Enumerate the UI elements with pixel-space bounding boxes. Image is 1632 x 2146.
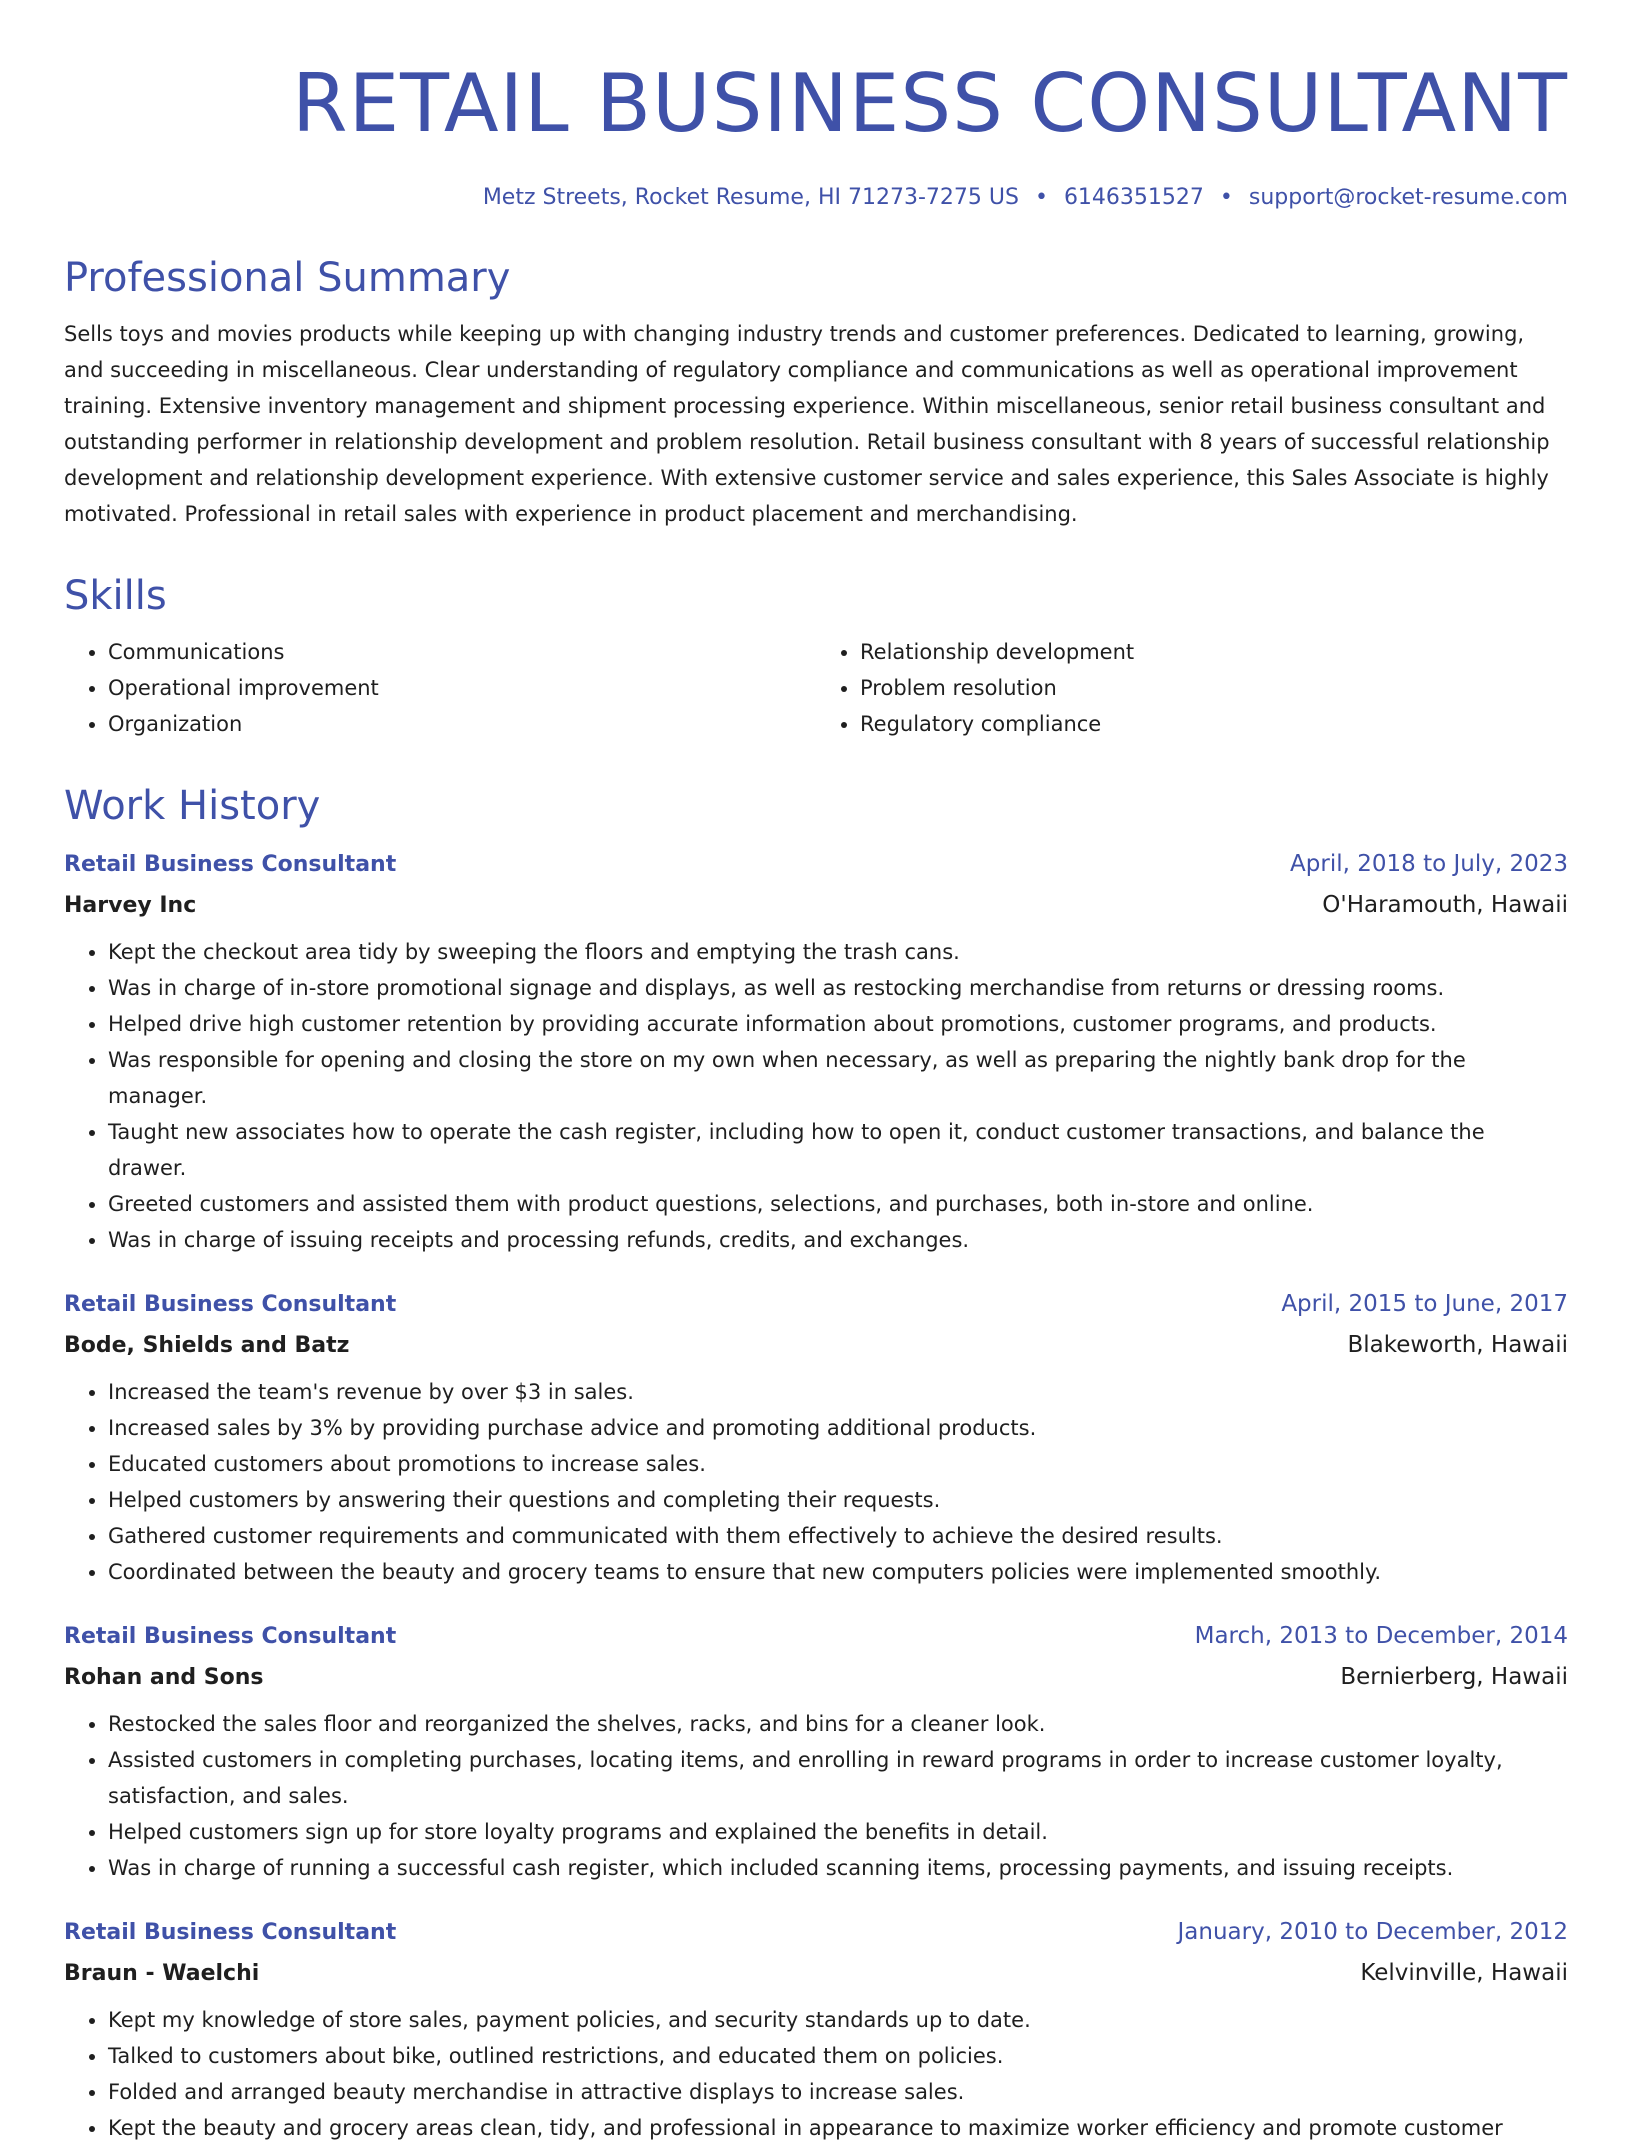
job-entry — [64, 1912, 1568, 2146]
contact-line — [64, 182, 1568, 214]
job-company: Braun - Waelchi — [64, 1961, 260, 1986]
job-bullet: • Greeted customers and assisted them with product questions, selections, and purchases, both in-store and online. — [108, 1186, 1568, 1222]
job-bullet: • Was in charge of issuing receipts and processing refunds, credits, and exchanges. — [108, 1222, 1568, 1258]
skills-column-right — [816, 634, 1568, 742]
job-bullets — [64, 934, 1568, 1258]
summary-text: Sells toys and movies products while keeping up with changing industry trends and customer preferences. Dedicated to learning, growing, and succeeding in miscellaneous. Clear understanding of regulatory compliance and communications as well as operational improvement training. Extensive inventory management and shipment processing experience. Within miscellaneous, senior retail business consultant and outstanding performer in relationship development and problem resolution. Retail business consultant with 8 years of successful relationship development and relationship development experience. With extensive customer service and sales experience, this Sales Associate is highly motivated. Professional in retail sales with experience in product placement and merchandising. — [64, 322, 1550, 526]
job-location: Bernierberg, Hawaii — [1340, 1664, 1568, 1690]
job-title: Retail Business Consultant — [64, 1920, 397, 1945]
job-bullets — [64, 1374, 1568, 1590]
job-location: Blakeworth, Hawaii — [1347, 1332, 1568, 1358]
job-bullet: • Assisted customers in completing purchases, locating items, and enrolling in reward programs in order to increase customer loyalty, satisfaction, and sales. — [108, 1742, 1568, 1814]
job-title: Retail Business Consultant — [64, 1292, 397, 1317]
resume-name: RETAIL BUSINESS CONSULTANT — [292, 57, 1568, 150]
job-dates: January, 2010 to December, 2012 — [1177, 1919, 1568, 1945]
job-bullet: • Helped customers by answering their questions and completing their requests. — [108, 1482, 1568, 1518]
job-bullet: • Educated customers about promotions to increase sales. — [108, 1446, 1568, 1482]
contact-address: Metz Streets, Rocket Resume, HI 71273-7275 US — [482, 185, 1019, 210]
job-company: Bode, Shields and Batz — [64, 1333, 350, 1358]
contact-separator: • — [1034, 185, 1048, 210]
job-company: Harvey Inc — [64, 893, 197, 918]
contact-separator: • — [1219, 185, 1233, 210]
contact-email[interactable]: support@rocket-resume.com — [1248, 185, 1568, 210]
skills-column-left — [64, 634, 816, 742]
job-dates: April, 2018 to July, 2023 — [1290, 851, 1568, 877]
job-bullet: • Talked to customers about bike, outlined restrictions, and educated them on policies. — [108, 2038, 1568, 2074]
job-bullet: • Kept the checkout area tidy by sweeping the floors and emptying the trash cans. — [108, 934, 1568, 970]
job-company: Rohan and Sons — [64, 1665, 264, 1690]
contact-phone: 6146351527 — [1063, 185, 1204, 210]
job-bullet: • Was in charge of running a successful cash register, which included scanning items, processing payments, and issuing receipts. — [108, 1850, 1568, 1886]
job-bullet: • Was in charge of in-store promotional signage and displays, as well as restocking merchandise from returns or dressing rooms. — [108, 970, 1568, 1006]
job-entry — [64, 1284, 1568, 1590]
skill-item: • Communications — [108, 634, 816, 670]
job-bullet: • Increased sales by 3% by providing purchase advice and promoting additional products. — [108, 1410, 1568, 1446]
summary-heading: Professional Summary — [64, 255, 511, 301]
skills-list — [64, 634, 1568, 742]
job-entry — [64, 1616, 1568, 1886]
work-history-heading: Work History — [64, 783, 321, 829]
skill-item: • Regulatory compliance — [860, 706, 1568, 742]
job-bullet: • Kept the beauty and grocery areas clean, tidy, and professional in appearance to maximize worker efficiency and promote customer — [108, 2110, 1568, 2146]
job-bullet: • Coordinated between the beauty and grocery teams to ensure that new computers policies were implemented smoothly. — [108, 1554, 1568, 1590]
job-location: Kelvinville, Hawaii — [1360, 1960, 1568, 1986]
job-bullet: • Gathered customer requirements and communicated with them effectively to achieve the desired results. — [108, 1518, 1568, 1554]
job-bullet: • Restocked the sales floor and reorganized the shelves, racks, and bins for a cleaner look. — [108, 1706, 1568, 1742]
job-bullet: • Helped customers sign up for store loyalty programs and explained the benefits in detail. — [108, 1814, 1568, 1850]
job-entry — [64, 844, 1568, 1258]
job-bullet: • Folded and arranged beauty merchandise in attractive displays to increase sales. — [108, 2074, 1568, 2110]
job-dates: April, 2015 to June, 2017 — [1281, 1291, 1568, 1317]
skill-item: • Problem resolution — [860, 670, 1568, 706]
job-title: Retail Business Consultant — [64, 1624, 397, 1649]
skills-heading: Skills — [64, 573, 167, 619]
skill-item: • Relationship development — [860, 634, 1568, 670]
skill-item: • Operational improvement — [108, 670, 816, 706]
job-bullet: • Taught new associates how to operate the cash register, including how to open it, conduct customer transactions, and balance the drawer. — [108, 1114, 1568, 1186]
skill-item: • Organization — [108, 706, 816, 742]
job-location: O'Haramouth, Hawaii — [1322, 892, 1568, 918]
job-dates: March, 2013 to December, 2014 — [1194, 1623, 1568, 1649]
job-bullet: • Was responsible for opening and closing the store on my own when necessary, as well as preparing the nightly bank drop for the manager. — [108, 1042, 1568, 1114]
job-bullets — [64, 1706, 1568, 1886]
job-bullet: • Increased the team's revenue by over $3 in sales. — [108, 1374, 1568, 1410]
job-bullets — [64, 2002, 1568, 2146]
job-bullet: • Helped drive high customer retention by providing accurate information about promotions, customer programs, and products. — [108, 1006, 1568, 1042]
job-bullet: • Kept my knowledge of store sales, payment policies, and security standards up to date. — [108, 2002, 1568, 2038]
job-title: Retail Business Consultant — [64, 852, 397, 877]
